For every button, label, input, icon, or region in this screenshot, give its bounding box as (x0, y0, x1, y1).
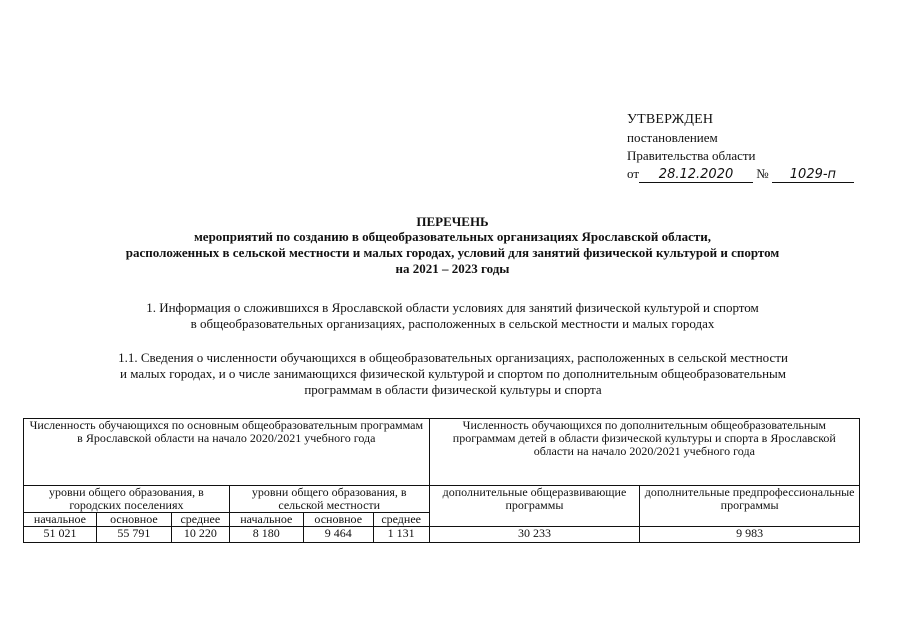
date-prefix: от (627, 166, 640, 181)
handwritten-date: 28.12.2020 (639, 168, 753, 183)
table-cell: 51 021 (24, 527, 97, 543)
extra-general-header: дополнительные общеразвивающие программы (429, 486, 640, 527)
document-subtitle (0, 229, 905, 277)
section-1-1-line-1: 1.1. Сведения о численности обучающихся в общеобразовательных организациях, расположенных в сельской местности (118, 350, 788, 365)
students-table (23, 418, 860, 543)
header-extra-programs: Численность обучающихся по дополнительным общеобразовательным программам детей в области физической культуры и спорта в Ярославской области на начало 2020/2021 учебного года (429, 419, 859, 486)
header-main-programs: Численность обучающихся по основным общеобразовательным программам в Ярославской области на начало 2020/2021 учебного года (24, 419, 430, 486)
approval-line-2: Правительства области (627, 148, 756, 163)
approval-date-line (627, 165, 854, 183)
approval-title: УТВЕРЖДЕН (627, 112, 714, 127)
table-cell: 9 464 (303, 527, 373, 543)
table-cell: 30 233 (429, 527, 640, 543)
section-1-1-heading (38, 350, 868, 398)
table-row (24, 527, 860, 543)
table-cell: 55 791 (96, 527, 171, 543)
table-cell: 10 220 (171, 527, 229, 543)
level-header: среднее (373, 513, 429, 527)
number-prefix: № (756, 166, 769, 181)
document-title: ПЕРЕЧЕНЬ (416, 214, 489, 229)
approval-line-1: постановлением (627, 130, 718, 145)
table-cell: 1 131 (373, 527, 429, 543)
level-header: начальное (24, 513, 97, 527)
level-header: основное (96, 513, 171, 527)
level-header: основное (303, 513, 373, 527)
rural-group-header: уровни общего образования, в сельской местности (229, 486, 429, 513)
approval-block (627, 111, 854, 183)
section-1-heading (0, 300, 905, 332)
section-1-1-line-3: программам в области физической культуры и спорта (304, 382, 602, 397)
level-header: среднее (171, 513, 229, 527)
subtitle-line-1: мероприятий по созданию в общеобразовательных организациях Ярославской области, (193, 229, 712, 244)
table-subheader-row (24, 486, 860, 513)
subtitle-line-3: на 2021 – 2023 годы (395, 261, 510, 276)
section-1-line-1: 1. Информация о сложившихся в Ярославской области условиях для занятий физической культурой и спортом (146, 300, 759, 315)
subtitle-line-2: расположенных в сельской местности и малых городах, условий для занятий физической культурой и спортом (125, 245, 780, 260)
section-1-1-line-2: и малых городах, и о числе занимающихся физической культурой и спортом по дополнительным общеобразовательным (120, 366, 786, 381)
section-1-line-2: в общеобразовательных организациях, расположенных в сельской местности и малых городах (190, 316, 715, 331)
table-cell: 8 180 (229, 527, 303, 543)
extra-pre-header: дополнительные предпрофессиональные программы (640, 486, 860, 527)
urban-group-header: уровни общего образования, в городских поселениях (24, 486, 230, 513)
table-cell: 9 983 (640, 527, 860, 543)
table-header-row (24, 419, 860, 486)
level-header: начальное (229, 513, 303, 527)
handwritten-number: 1029-п (772, 168, 854, 183)
